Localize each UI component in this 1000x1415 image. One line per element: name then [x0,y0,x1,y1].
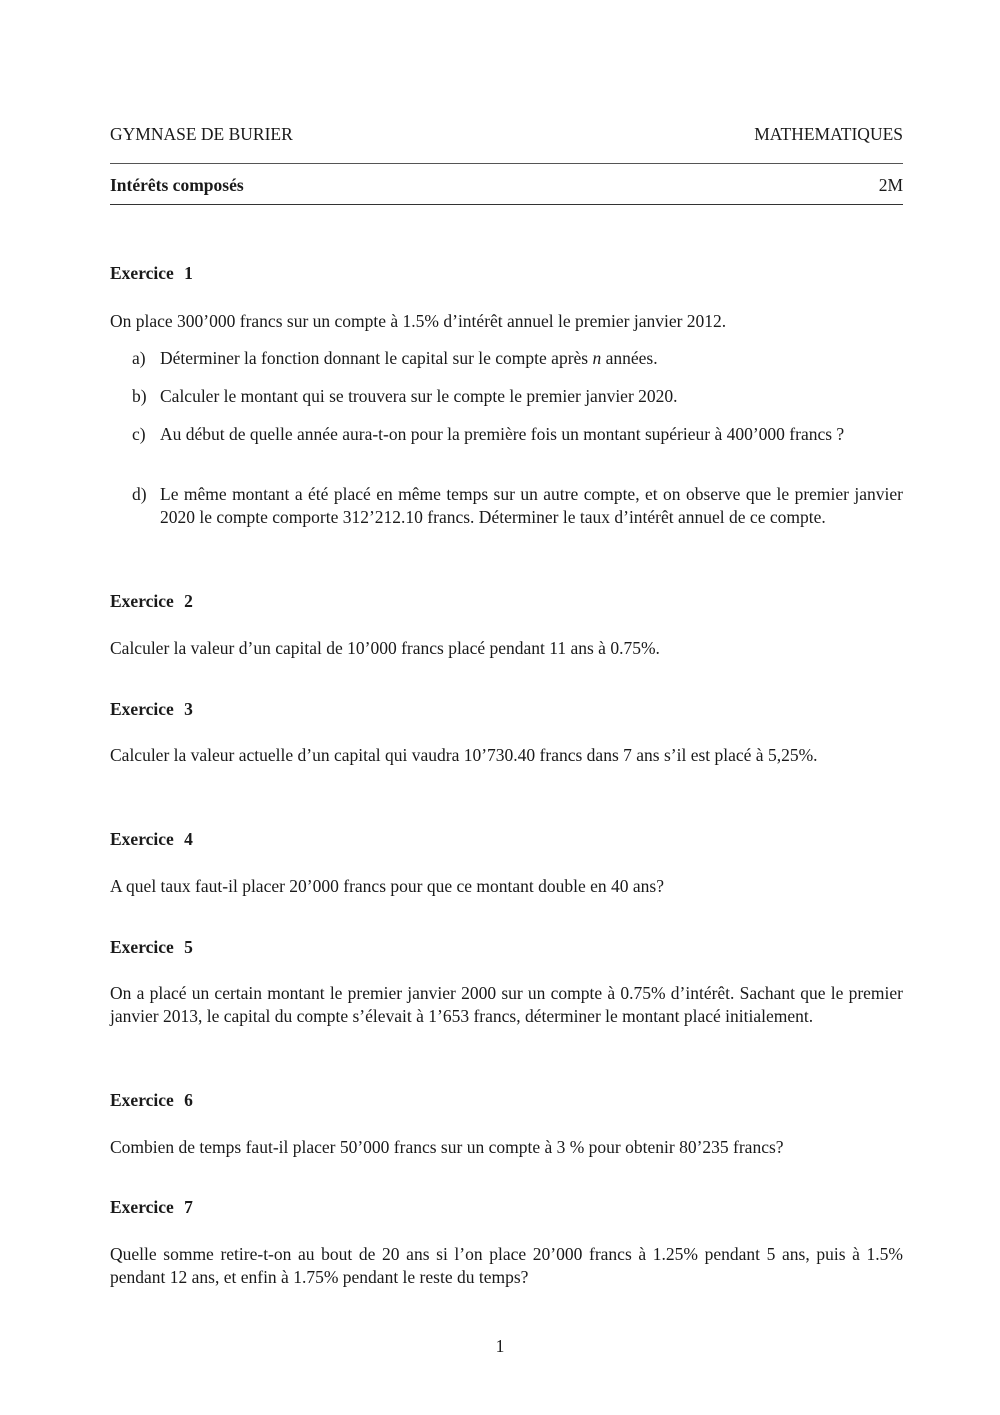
exercise-5-text: On a placé un certain montant le premier janvier 2000 sur un compte à 0.75% d’intérêt. Sachant que le premier janvier 2013, le capital du compte s’élevait à 1’653 francs, déterminer le montant placé initialement. [110,983,903,1026]
subject-name: MATHEMATIQUES [754,124,903,144]
topic-title: Intérêts composés [110,175,244,195]
math-variable-n: n [592,348,602,368]
exercise-3-title: Exercice 3 [110,699,193,719]
exercise-1-item-c [132,423,903,446]
exercise-5-title: Exercice 5 [110,937,193,957]
item-text: Au début de quelle année aura-t-on pour la première fois un montant supérieur à 400’000 francs ? [160,424,845,444]
exercise-7-title: Exercice 7 [110,1197,193,1217]
item-label: b) [132,386,147,406]
exercise-1-title: Exercice 1 [110,263,193,283]
exercise-1-item-d [132,483,903,529]
page-header [110,124,903,145]
item-label: c) [132,424,146,444]
exercise-1-item-b [132,385,903,408]
item-label: d) [132,484,147,504]
exercise-4-text: A quel taux faut-il placer 20’000 francs pour que ce montant double en 40 ans? [110,876,664,896]
exercise-2-title: Exercice 2 [110,591,193,611]
topic-rule [110,204,903,205]
header-rule [110,163,903,164]
exercise-7-text: Quelle somme retire-t-on au bout de 20 ans si l’on place 20’000 francs à 1.25% pendant 5 ans, puis à 1.5% pendant 12 ans, et enfin à 1.75% pendant le reste du temps? [110,1244,903,1287]
item-text: Déterminer la fonction donnant le capital sur le compte après n années. [160,348,658,368]
exercise-1-item-a [132,347,903,370]
item-text: Le même montant a été placé en même temps sur un autre compte, et on observe que le premier janvier 2020 le compte comporte 312’212.10 francs. Déterminer le taux d’intérêt annuel de ce compte. [160,484,903,527]
exercise-6-title: Exercice 6 [110,1090,193,1110]
item-text: Calculer le montant qui se trouvera sur le compte le premier janvier 2020. [160,386,678,406]
page-number: 1 [495,1336,505,1356]
school-name: GYMNASE DE BURIER [110,124,293,144]
exercise-4-title: Exercice 4 [110,829,193,849]
exercise-2-text: Calculer la valeur d’un capital de 10’000 francs placé pendant 11 ans à 0.75%. [110,638,660,658]
item-label: a) [132,348,146,368]
topic-header [110,175,903,196]
exercise-1-text: On place 300’000 francs sur un compte à 1.5% d’intérêt annuel le premier janvier 2012. [110,311,727,331]
exercise-6-text: Combien de temps faut-il placer 50’000 francs sur un compte à 3 % pour obtenir 80’235 francs? [110,1137,784,1157]
exercise-3-text: Calculer la valeur actuelle d’un capital qui vaudra 10’730.40 francs dans 7 ans s’il est placé à 5,25%. [110,745,818,765]
class-level: 2M [878,175,903,195]
